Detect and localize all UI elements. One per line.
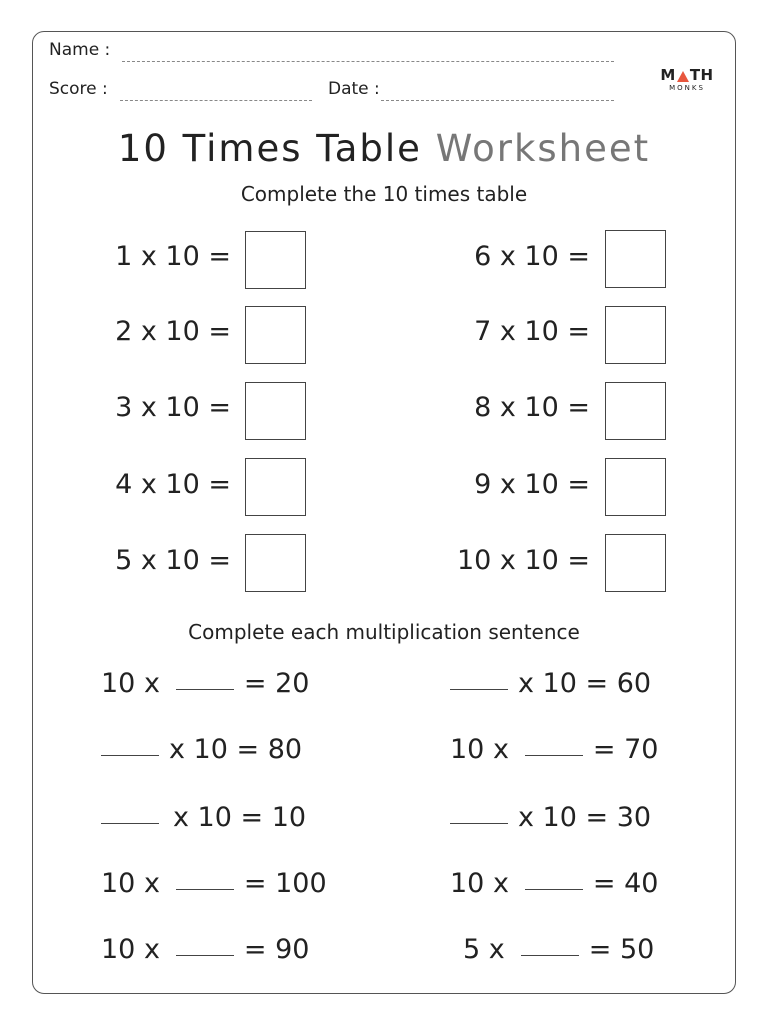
equation-left-3: 3 x 10 = (115, 392, 231, 423)
page-title (0, 127, 768, 170)
sentence-right-2-before: 10 x (450, 734, 509, 765)
sentence-left-1-after: = 20 (243, 668, 310, 699)
sentence-right-3 (450, 802, 651, 833)
sentence-left-4-before: 10 x (101, 868, 160, 899)
logo-text-right: TH (689, 66, 714, 84)
sentence-right-4-blank[interactable] (525, 888, 583, 890)
logo-text-left: M (660, 66, 676, 84)
sentence-left-3 (101, 802, 306, 833)
date-label: Date : (328, 79, 380, 99)
name-label: Name : (49, 40, 111, 60)
sentence-left-5-before: 10 x (101, 934, 160, 965)
score-label: Score : (49, 79, 108, 99)
sentence-right-5 (463, 934, 654, 965)
answer-box-right-1[interactable] (605, 230, 666, 288)
sentence-left-2 (101, 734, 302, 765)
sentence-right-2-blank[interactable] (525, 754, 583, 756)
score-field-line[interactable] (120, 100, 312, 101)
date-field-line[interactable] (381, 100, 614, 101)
equation-right-5: 10 x 10 = (456, 545, 590, 576)
sentence-right-5-before: 5 x (463, 934, 505, 965)
answer-box-left-3[interactable] (245, 382, 306, 440)
sentence-left-5 (101, 934, 309, 965)
logo-triangle-icon (677, 71, 689, 82)
answer-box-right-5[interactable] (605, 534, 666, 592)
sentence-left-5-blank[interactable] (176, 954, 234, 956)
sentence-left-1-before: 10 x (101, 668, 160, 699)
math-monks-logo (656, 68, 718, 92)
logo-subtext: MONKS (669, 84, 705, 92)
sentence-right-1-after: x 10 = 60 (518, 668, 652, 699)
sentence-left-4-after: = 100 (243, 868, 327, 899)
sentence-left-1-blank[interactable] (176, 688, 234, 690)
sentence-right-1-blank[interactable] (450, 688, 508, 690)
name-field-line[interactable] (122, 61, 614, 62)
title-part-1: 10 Times Table (117, 127, 422, 170)
sentence-right-5-after: = 50 (588, 934, 655, 965)
sentence-left-2-blank[interactable] (101, 754, 159, 756)
sentence-right-4-before: 10 x (450, 868, 509, 899)
equation-right-1: 6 x 10 = (474, 241, 590, 272)
equation-right-4: 9 x 10 = (474, 469, 590, 500)
sentence-left-3-after: x 10 = 10 (173, 802, 307, 833)
sentence-left-3-blank[interactable] (101, 822, 159, 824)
equation-left-4: 4 x 10 = (115, 469, 231, 500)
equation-left-5: 5 x 10 = (115, 545, 231, 576)
answer-box-right-2[interactable] (605, 306, 666, 364)
sentence-right-1 (450, 668, 651, 699)
sentence-left-2-after: x 10 = 80 (169, 734, 303, 765)
sentence-right-4 (450, 868, 658, 899)
answer-box-left-4[interactable] (245, 458, 306, 516)
title-part-2: Worksheet (435, 127, 651, 170)
equation-left-1: 1 x 10 = (115, 241, 231, 272)
sentence-left-4-blank[interactable] (176, 888, 234, 890)
answer-box-left-1[interactable] (245, 231, 306, 289)
equation-right-3: 8 x 10 = (474, 392, 590, 423)
section1-heading: Complete the 10 times table (240, 182, 528, 206)
sentence-right-3-blank[interactable] (450, 822, 508, 824)
answer-box-right-3[interactable] (605, 382, 666, 440)
section2-heading: Complete each multiplication sentence (188, 620, 580, 644)
sentence-left-1 (101, 668, 309, 699)
equation-right-2: 7 x 10 = (474, 316, 590, 347)
answer-box-right-4[interactable] (605, 458, 666, 516)
sentence-right-2-after: = 70 (592, 734, 659, 765)
sentence-right-3-after: x 10 = 30 (518, 802, 652, 833)
sentence-left-4 (101, 868, 327, 899)
sentence-right-5-blank[interactable] (521, 954, 579, 956)
sentence-left-5-after: = 90 (243, 934, 310, 965)
sentence-right-2 (450, 734, 658, 765)
answer-box-left-5[interactable] (245, 534, 306, 592)
answer-box-left-2[interactable] (245, 306, 306, 364)
equation-left-2: 2 x 10 = (115, 316, 231, 347)
sentence-right-4-after: = 40 (592, 868, 659, 899)
